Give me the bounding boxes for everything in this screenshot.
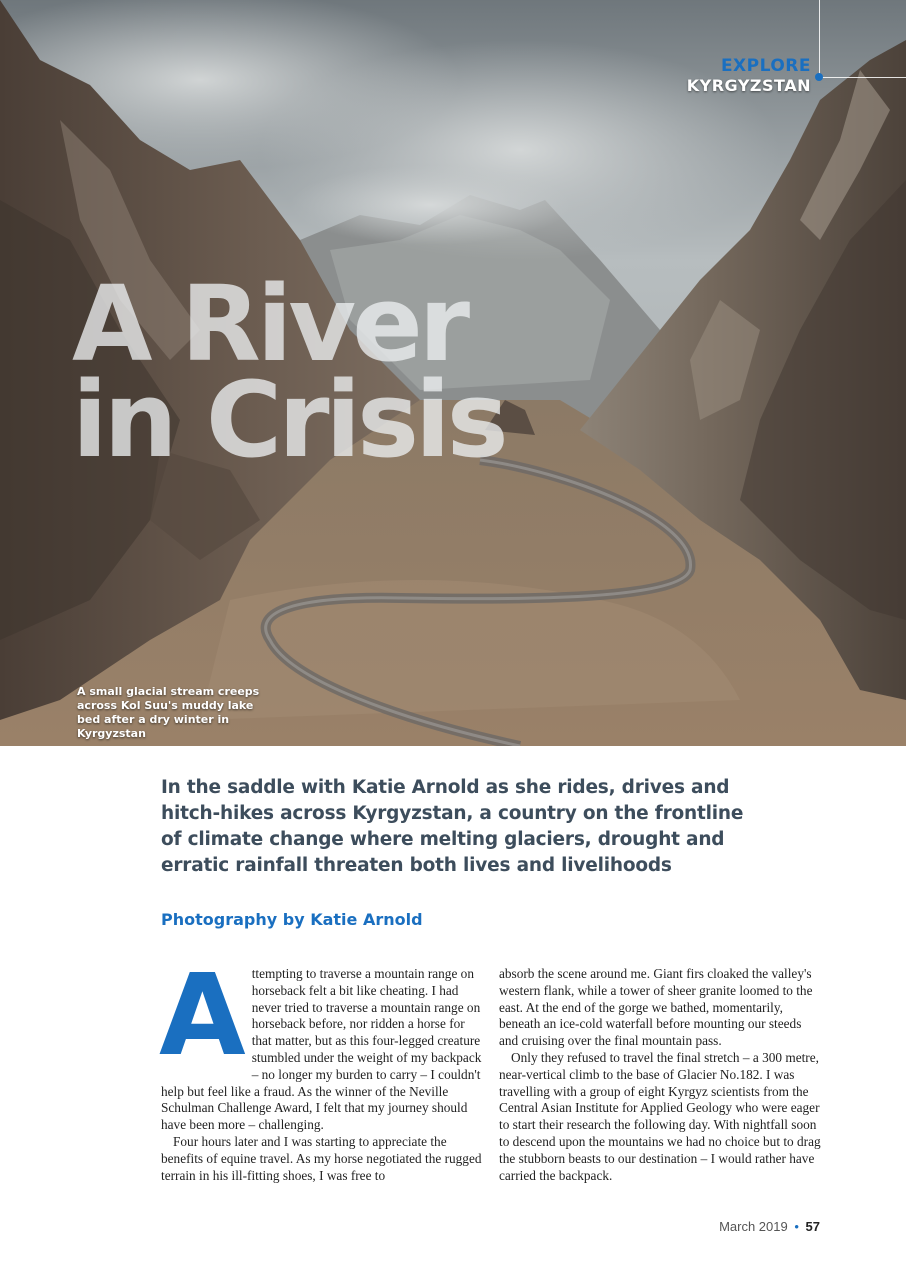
body-paragraph: Four hours later and I was starting to appreciate the benefits of equine travel. As my horse negotiated the rugged terrain in his ill-fitting shoes, I was free to bbox=[161, 1133, 482, 1183]
body-column-1 bbox=[159, 951, 483, 1184]
tag-rule-horizontal bbox=[819, 77, 906, 78]
folio-separator: • bbox=[794, 1219, 799, 1234]
drop-cap: A bbox=[159, 951, 246, 1081]
section-label: EXPLORE bbox=[720, 56, 811, 76]
headline bbox=[72, 263, 505, 481]
tag-rule-vertical bbox=[819, 0, 820, 78]
standfirst: In the saddle with Katie Arnold as she rides, drives and hitch-hikes across Kyrgyzstan, a country on the frontline of climate change where melting glaciers, drought and erratic rainfall threaten both lives and livelihoods bbox=[161, 777, 744, 876]
section-tag bbox=[687, 56, 811, 96]
body-paragraph: ttempting to traverse a mountain range on horseback felt a bit like cheating. I had never tried to traverse a mountain range on horseback before, nor ridden a horse for that matter, but as this four-legged creature stumbled under the weight of my backpack – no longer my burden to carry – I couldn't help but feel like a fraud. As the winner of the Neville Schulman Challenge Award, I felt that my journey should have been more – challenging. bbox=[161, 966, 482, 1133]
body-column-2 bbox=[499, 966, 821, 1184]
issue-date: March 2019 bbox=[719, 1219, 788, 1234]
page-folio bbox=[719, 1219, 820, 1234]
section-sublabel: KYRGYZSTAN bbox=[686, 76, 811, 95]
page-number: 57 bbox=[805, 1219, 820, 1234]
tag-dot bbox=[815, 73, 823, 81]
photo-caption: A small glacial stream creeps across Kol Suu's muddy lake bed after a dry winter in Kyrgyzstan bbox=[77, 685, 260, 740]
headline-line-1: A River bbox=[72, 263, 467, 385]
body-paragraph: absorb the scene around me. Giant firs cloaked the valley's western flank, while a tower of sheer granite loomed to the east. At the end of the gorge we bathed, momentarily, beneath an ice-cold waterfall before mounting our steeds and cruising over the final mountain pass. bbox=[499, 966, 813, 1049]
photo-credit: Photography by Katie Arnold bbox=[161, 910, 423, 929]
body-paragraph: Only they refused to travel the final stretch – a 300 metre, near-vertical climb to the base of Glacier No.182. I was travelling with a group of eight Kyrgyz scientists from the Central Asian Institute for Applied Geology who were eager to start their research the following day. With nightfall soon to descend upon the mountains we had no choice but to drag the stubborn beasts to our destination – I would rather have carried the backpack. bbox=[499, 1049, 821, 1183]
headline-line-2: in Crisis bbox=[72, 359, 505, 481]
